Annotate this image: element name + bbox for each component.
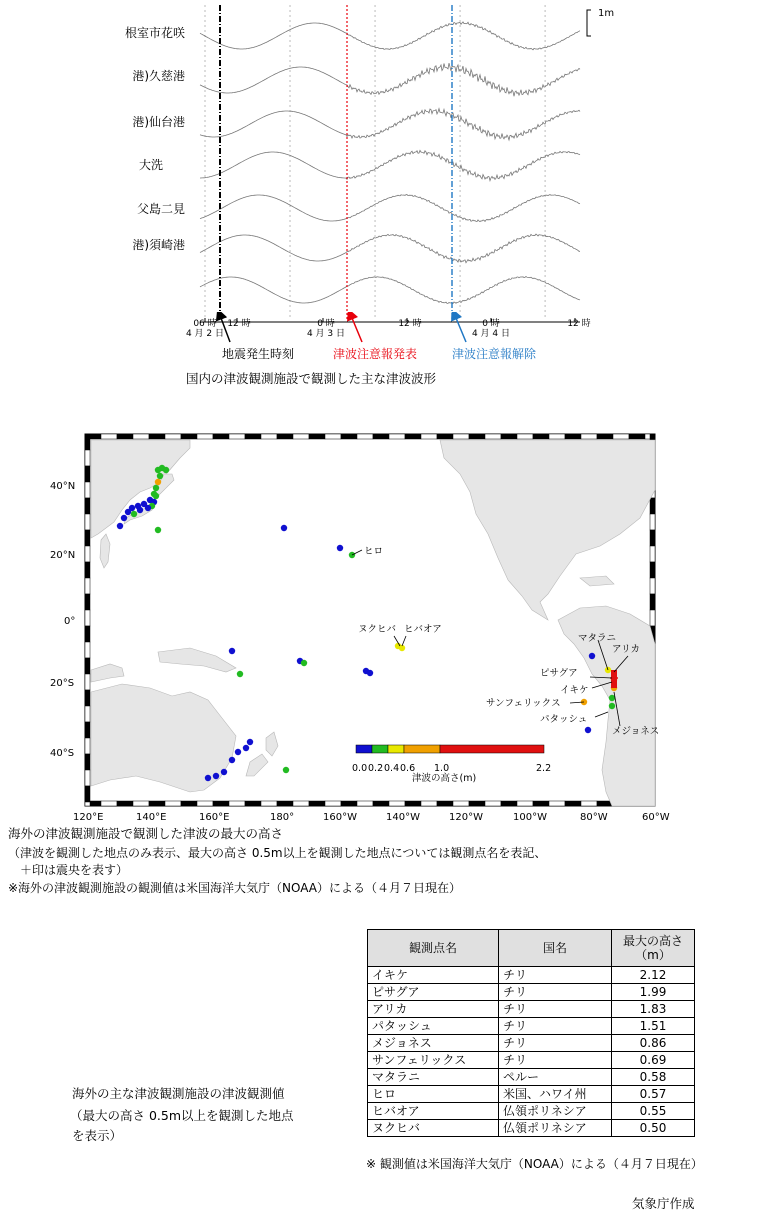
map-caption-note: ※海外の津波観測施設の観測値は米国海洋大気庁（NOAA）による（４月７日現在） <box>8 881 462 895</box>
legend-tick: 1.0 <box>434 763 450 774</box>
tide-trace <box>200 22 580 50</box>
cell-height: 0.50 <box>612 1120 695 1137</box>
legend-swatch <box>404 745 440 753</box>
legend-tick: 0.0 <box>352 763 368 774</box>
station-dot <box>337 545 343 551</box>
map-station-label: ヌクヒバ <box>358 624 397 635</box>
cell-height: 1.99 <box>612 984 695 1001</box>
legend-swatch <box>372 745 388 753</box>
station-dot <box>131 511 137 517</box>
table-row <box>368 1120 695 1137</box>
tide-trace <box>200 150 580 180</box>
observation-table <box>367 929 695 1137</box>
cell-station: アリカ <box>368 1001 499 1018</box>
lat-label: 40°S <box>50 748 75 759</box>
station-dot <box>221 769 227 775</box>
cell-station: ヒバオア <box>368 1103 499 1120</box>
lon-label: 60°W <box>642 812 670 823</box>
table-row <box>368 1035 695 1052</box>
legend-swatch <box>388 745 404 753</box>
tick-label: 06 時 4 月 2 日 <box>185 319 225 339</box>
lon-label: 160°W <box>323 812 357 823</box>
station-label: 父島二見 <box>136 202 185 216</box>
col-header-height: 最大の高さ （m） <box>612 930 695 967</box>
station-dot <box>609 703 615 709</box>
waveform-caption: 国内の津波観測施設で観測した主な津波波形 <box>186 371 437 386</box>
tick-label: 0 時 4 月 3 日 <box>306 319 346 339</box>
station-dot <box>247 739 253 745</box>
cell-country: チリ <box>499 1052 612 1069</box>
map-station-label: メジョネス <box>612 726 660 737</box>
station-dot <box>229 757 235 763</box>
station-label: 港)仙台港 <box>132 115 185 129</box>
table-side-caption: を表示） <box>72 1128 123 1143</box>
cell-station: マタラニ <box>368 1069 499 1086</box>
cell-station: ヌクヒバ <box>368 1120 499 1137</box>
map-station-label: ヒロ <box>364 546 384 557</box>
cell-height: 1.51 <box>612 1018 695 1035</box>
col-header-station: 観測点名 <box>368 930 499 967</box>
tide-trace <box>200 109 580 140</box>
table-note: ※ 観測値は米国海洋大気庁（NOAA）による（４月７日現在） <box>366 1157 703 1171</box>
tide-trace <box>200 234 580 263</box>
cell-country: チリ <box>499 1001 612 1018</box>
table-row <box>368 1001 695 1018</box>
station-dot <box>155 479 161 485</box>
pacific-map <box>40 430 680 825</box>
cell-country: チリ <box>499 1018 612 1035</box>
table-row <box>368 984 695 1001</box>
cell-country: 仏領ポリネシア <box>499 1120 612 1137</box>
map-caption-line: ＋印は震央を表す） <box>20 863 129 877</box>
table-row <box>368 1103 695 1120</box>
station-label: 大洗 <box>138 158 163 172</box>
station-dot <box>145 505 151 511</box>
map-caption-line: （津波を観測した地点のみ表示、最大の高さ 0.5m以上を観測した地点については観測点名を表記、 <box>8 846 547 860</box>
map-caption-title: 海外の津波観測施設で観測した津波の最大の高さ <box>8 826 284 841</box>
station-dot <box>281 525 287 531</box>
cell-height: 0.58 <box>612 1069 695 1086</box>
lat-label: 20°N <box>50 550 76 561</box>
station-dot <box>155 527 161 533</box>
lon-label: 140°E <box>136 812 167 823</box>
legend-tick: 2.2 <box>536 763 552 774</box>
station-dot <box>235 749 241 755</box>
lon-label: 160°E <box>199 812 230 823</box>
lat-label: 20°S <box>50 678 75 689</box>
cell-country: チリ <box>499 1035 612 1052</box>
tide-trace <box>200 277 580 304</box>
tick-label: 12 時 <box>398 319 422 329</box>
map-station-label: イキケ <box>560 685 589 696</box>
lon-label: 180° <box>270 812 295 823</box>
map-station-label: パタッシュ <box>540 714 588 725</box>
station-dot <box>283 767 289 773</box>
map-station-label: ヒバオア <box>404 624 442 635</box>
advisory-lifted-label: 津波注意報解除 <box>452 347 537 361</box>
cell-country: 米国、ハワイ州 <box>499 1086 612 1103</box>
cell-height: 2.12 <box>612 967 695 984</box>
table-row <box>368 1069 695 1086</box>
lon-label: 140°W <box>386 812 420 823</box>
credit: 気象庁作成 <box>632 1196 695 1211</box>
table-row <box>368 1052 695 1069</box>
legend-tick: 0.6 <box>400 763 416 774</box>
station-dot <box>301 660 307 666</box>
station-dot <box>237 671 243 677</box>
waveform-plot <box>195 0 595 325</box>
tick-label: 0 時 4 月 4 日 <box>471 319 511 339</box>
station-dot <box>243 745 249 751</box>
station-dot <box>153 493 159 499</box>
map-station-label: マタラニ <box>578 633 617 644</box>
cell-station: イキケ <box>368 967 499 984</box>
table-side-caption: （最大の高さ 0.5m以上を観測した地点 <box>70 1108 294 1123</box>
table-side-caption: 海外の主な津波観測施設の津波観測値 <box>72 1086 285 1101</box>
station-dot <box>609 695 615 701</box>
tide-trace <box>200 63 580 96</box>
station-dot <box>137 507 143 513</box>
station-dot <box>585 727 591 733</box>
station-dot <box>589 653 595 659</box>
table-row <box>368 1086 695 1103</box>
cell-station: パタッシュ <box>368 1018 499 1035</box>
lon-label: 100°W <box>513 812 547 823</box>
cell-country: ペルー <box>499 1069 612 1086</box>
scale-label: 1m <box>598 8 615 19</box>
legend-swatch <box>440 745 544 753</box>
cell-station: ピサグア <box>368 984 499 1001</box>
station-dot <box>229 648 235 654</box>
cell-height: 0.57 <box>612 1086 695 1103</box>
lon-label: 120°W <box>449 812 483 823</box>
lon-label: 80°W <box>580 812 608 823</box>
cell-height: 0.55 <box>612 1103 695 1120</box>
cell-station: サンフェリックス <box>368 1052 499 1069</box>
cell-country: チリ <box>499 984 612 1001</box>
lat-label: 40°N <box>50 481 76 492</box>
cell-height: 0.69 <box>612 1052 695 1069</box>
map-station-label: ピサグア <box>540 668 578 679</box>
table-row <box>368 967 695 984</box>
station-dot <box>367 670 373 676</box>
col-header-country: 国名 <box>499 930 612 967</box>
cell-height: 1.83 <box>612 1001 695 1018</box>
quake-time-label: 地震発生時刻 <box>222 347 295 361</box>
legend-tick: 0.4 <box>384 763 400 774</box>
station-dot <box>153 485 159 491</box>
legend-swatch <box>356 745 372 753</box>
station-label: 港)須崎港 <box>132 238 185 252</box>
tide-trace <box>200 195 580 222</box>
lon-label: 120°E <box>73 812 104 823</box>
tick-label: 12 時 <box>227 319 251 329</box>
station-dot <box>205 775 211 781</box>
tick-label: 12 時 <box>567 319 591 329</box>
legend-tick: 0.2 <box>368 763 384 774</box>
map-station-label: サンフェリックス <box>486 698 561 709</box>
map-station-label: アリカ <box>612 644 641 655</box>
station-dot <box>213 773 219 779</box>
station-label: 根室市花咲 <box>124 26 185 40</box>
cell-station: メジョネス <box>368 1035 499 1052</box>
station-label: 港)久慈港 <box>132 69 185 83</box>
cell-country: チリ <box>499 967 612 984</box>
station-dot <box>117 523 123 529</box>
legend-title: 津波の高さ(m) <box>412 773 477 784</box>
cell-height: 0.86 <box>612 1035 695 1052</box>
cell-station: ヒロ <box>368 1086 499 1103</box>
station-dot <box>121 515 127 521</box>
advisory-issued-label: 津波注意報発表 <box>333 347 418 361</box>
lat-label: 0° <box>64 616 76 627</box>
cell-country: 仏領ポリネシア <box>499 1103 612 1120</box>
station-dot <box>125 509 131 515</box>
station-dot <box>157 473 163 479</box>
station-dot <box>163 467 169 473</box>
table-row <box>368 1018 695 1035</box>
